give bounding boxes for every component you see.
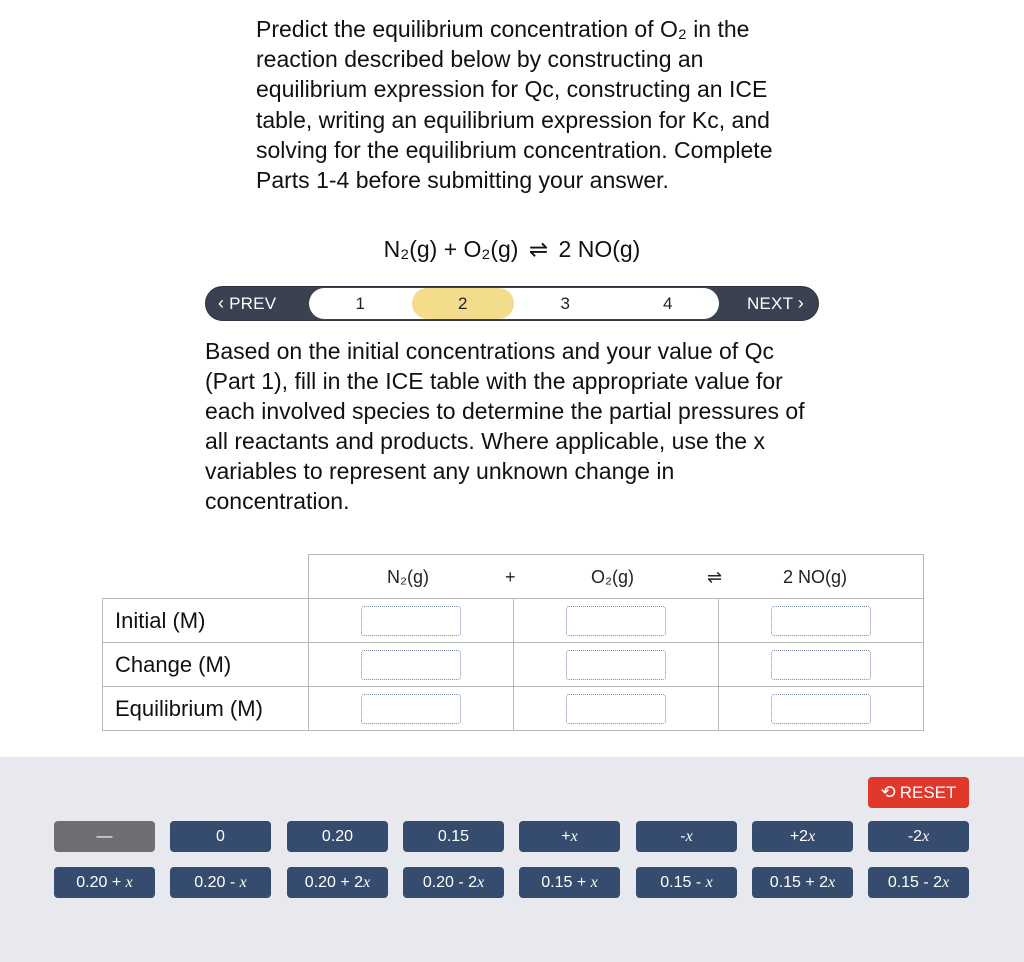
tile-num: + [561, 828, 571, 845]
answer-tile[interactable] [868, 867, 969, 898]
tile-num: 0.20 - 2 [422, 874, 478, 891]
step-tab-3[interactable]: 3 [560, 294, 570, 313]
reset-button[interactable] [868, 777, 969, 808]
reset-label: RESET [899, 783, 957, 802]
tile-var: x [685, 828, 693, 845]
row-label-equilibrium: Equilibrium (M) [103, 687, 309, 731]
row-label-initial: Initial (M) [103, 599, 309, 643]
answer-tile[interactable] [170, 821, 271, 852]
drop-slot-initial-no[interactable] [771, 606, 871, 636]
reaction-reactants: N₂(g) + O₂(g) [383, 236, 519, 262]
chevron-right-icon: › [797, 293, 804, 313]
chevron-left-icon: ‹ [218, 293, 225, 313]
header-species-n2: N₂(g) [387, 567, 429, 587]
cell-equilibrium-n2 [309, 687, 514, 731]
step-tab-2[interactable]: 2 [412, 288, 515, 319]
answer-tile[interactable] [287, 821, 388, 852]
header-blank-cell [103, 555, 309, 599]
cell-equilibrium-no [719, 687, 924, 731]
tile-var: x [125, 874, 133, 891]
answer-tile[interactable] [170, 867, 271, 898]
answer-tile[interactable] [519, 821, 620, 852]
prev-label: PREV [229, 294, 277, 313]
cell-initial-no [719, 599, 924, 643]
tile-num: 0.20 + 2 [304, 874, 364, 891]
part-instructions: Based on the initial concentrations and your value of Qc (Part 1), fill in the ICE table with the appropriate value for each involved species to determine the partial pressures of all reactants and products. Where applicable, use the x variables to represent any unknown change in concentration. [205, 338, 805, 515]
tile-var: x [239, 874, 247, 891]
drop-slot-change-n2[interactable] [361, 650, 461, 680]
ice-header-row [103, 555, 924, 599]
drop-slot-initial-o2[interactable] [566, 606, 666, 636]
drop-slot-equilibrium-o2[interactable] [566, 694, 666, 724]
tile-num: 0.15 - 2 [887, 874, 943, 891]
answer-tile[interactable] [54, 867, 155, 898]
header-equilibrium-arrow-icon: ⇌ [707, 567, 723, 587]
header-species-o2: O₂(g) [591, 567, 634, 587]
tile-var: x [942, 874, 950, 891]
answer-tile[interactable] [54, 821, 155, 852]
question-text: Predict the equilibrium concentration of O₂ in the reaction described below by constructing an equilibrium expression for Qc, constructing an ICE table, writing an equilibrium expression for Kc, and solving for the equilibrium concentration. Complete Parts 1-4 before submitting your answer. [256, 16, 773, 194]
cell-change-o2 [514, 643, 719, 687]
answer-tile[interactable] [636, 867, 737, 898]
cell-change-no [719, 643, 924, 687]
answer-tile[interactable] [752, 821, 853, 852]
drop-slot-initial-n2[interactable] [361, 606, 461, 636]
prev-button[interactable] [218, 287, 276, 320]
answer-tile[interactable] [752, 867, 853, 898]
reset-icon: ⟲ [880, 782, 896, 802]
tile-var: x [477, 874, 485, 891]
tile-num: — [96, 828, 113, 845]
drop-slot-equilibrium-n2[interactable] [361, 694, 461, 724]
part-navigation [205, 286, 819, 321]
ice-row-change [103, 643, 924, 687]
tile-num: 0.20 - [194, 874, 240, 891]
tile-var: x [808, 828, 816, 845]
tile-num: - [680, 828, 686, 845]
tile-var: x [922, 828, 930, 845]
ice-header-cell [309, 555, 924, 599]
answer-tile[interactable] [403, 867, 504, 898]
header-species-no: 2 NO(g) [783, 567, 848, 587]
step-tab-1[interactable]: 1 [355, 294, 365, 313]
answer-tile[interactable] [287, 867, 388, 898]
step-tab-4[interactable]: 4 [663, 294, 673, 313]
tile-num: 0.15 + [541, 874, 591, 891]
tile-num: 0.15 + 2 [769, 874, 829, 891]
header-plus: + [505, 567, 516, 587]
tile-var: x [705, 874, 713, 891]
ice-row-initial [103, 599, 924, 643]
cell-change-n2 [309, 643, 514, 687]
ice-table [102, 554, 924, 731]
cell-equilibrium-o2 [514, 687, 719, 731]
cell-initial-n2 [309, 599, 514, 643]
answer-tray [0, 757, 1024, 962]
ice-row-equilibrium [103, 687, 924, 731]
drop-slot-change-no[interactable] [771, 650, 871, 680]
tile-var: x [590, 874, 598, 891]
equilibrium-arrow-icon: ⇌ [528, 236, 549, 262]
answer-tile[interactable] [403, 821, 504, 852]
tile-num: +2 [789, 828, 809, 845]
next-button[interactable] [747, 287, 804, 320]
tile-num: 0.20 + [76, 874, 126, 891]
row-label-change: Change (M) [103, 643, 309, 687]
answer-tile[interactable] [636, 821, 737, 852]
tile-var: x [570, 828, 578, 845]
drop-slot-equilibrium-no[interactable] [771, 694, 871, 724]
tile-var: x [363, 874, 371, 891]
tile-num: -2 [907, 828, 923, 845]
tile-num: 0.20 [321, 828, 354, 845]
cell-initial-o2 [514, 599, 719, 643]
step-tabs [309, 288, 719, 319]
drop-slot-change-o2[interactable] [566, 650, 666, 680]
answer-tile[interactable] [519, 867, 620, 898]
tile-var: x [828, 874, 836, 891]
tile-num: 0 [216, 828, 225, 845]
tile-num: 0.15 - [660, 874, 706, 891]
answer-tile[interactable] [868, 821, 969, 852]
tile-num: 0.15 [437, 828, 470, 845]
reaction-products: 2 NO(g) [558, 236, 641, 262]
reaction-equation [0, 236, 1024, 263]
next-label: NEXT [747, 294, 793, 313]
